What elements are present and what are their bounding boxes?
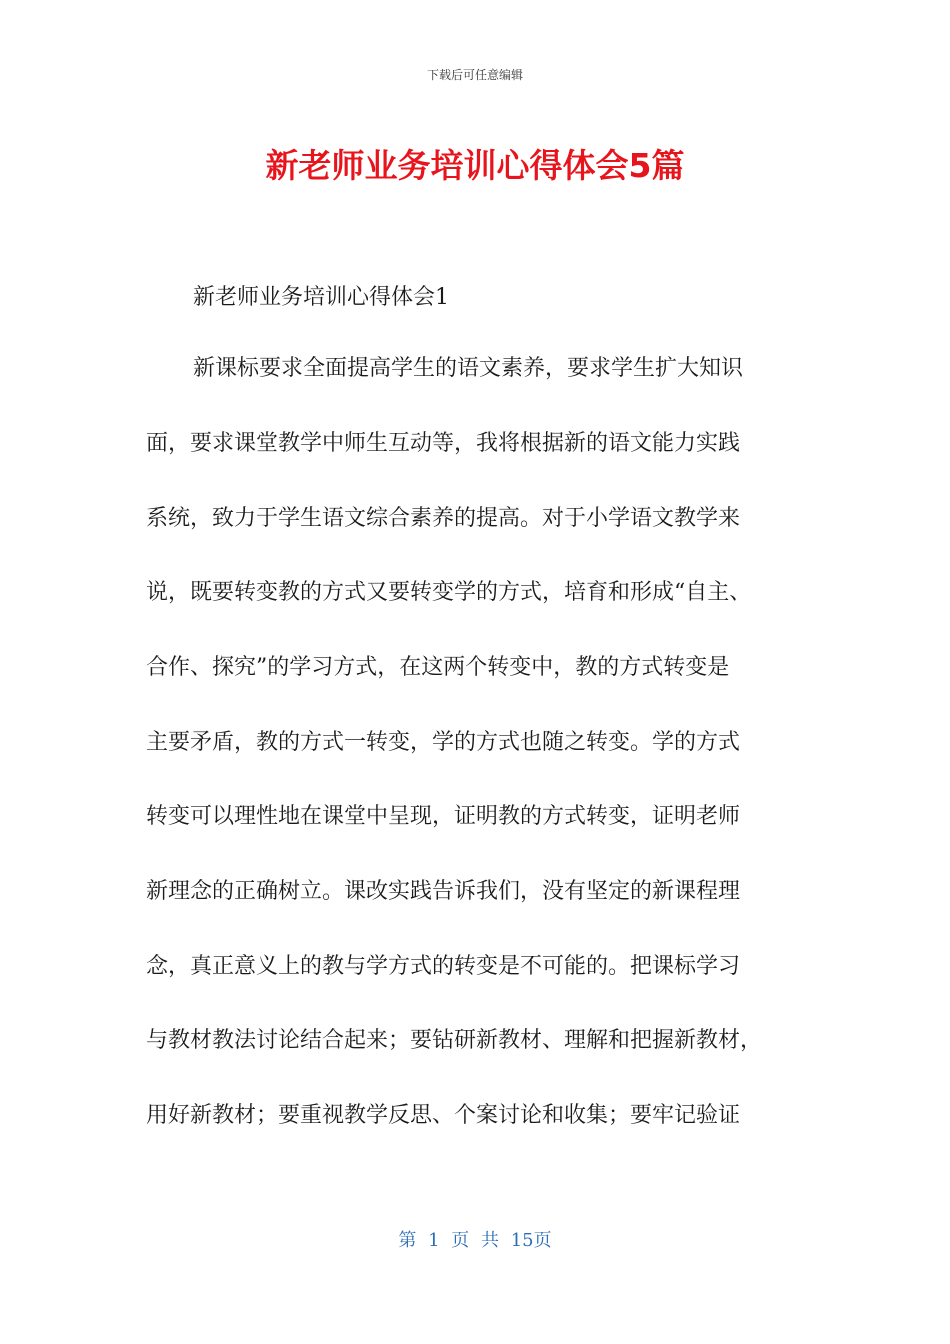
body-line: 合作、探究”的学习方式，在这两个转变中，教的方式转变是 [146, 655, 730, 680]
body-line: 新课标要求全面提高学生的语文素养，要求学生扩大知识 [193, 356, 744, 381]
page-footer: 第 1 页 共 15页 [398, 1230, 552, 1251]
document-title: 新老师业务培训心得体会5篇 [265, 146, 685, 185]
body-line: 转变可以理性地在课堂中呈现，证明教的方式转变，证明老师 [146, 804, 741, 829]
body-line: 说，既要转变教的方式又要转变学的方式，培育和形成“自主、 [146, 580, 752, 605]
body-line: 系统，致力于学生语文综合素养的提高。对于小学语文教学来 [146, 506, 741, 531]
body-line: 主要矛盾，教的方式一转变，学的方式也随之转变。学的方式 [146, 730, 741, 755]
header-note: 下载后可任意编辑 [426, 68, 523, 82]
section-heading: 新老师业务培训心得体会1 [193, 285, 449, 310]
body-line: 面，要求课堂教学中师生互动等，我将根据新的语文能力实践 [146, 431, 741, 456]
body-line: 念，真正意义上的教与学方式的转变是不可能的。把课标学习 [146, 954, 741, 979]
body-line: 新理念的正确树立。课改实践告诉我们，没有坚定的新课程理 [146, 879, 741, 904]
body-line: 与教材教法讨论结合起来；要钻研新教材、理解和把握新教材， [146, 1028, 763, 1053]
body-line: 用好新教材；要重视教学反思、个案讨论和收集；要牢记验证 [146, 1103, 741, 1128]
